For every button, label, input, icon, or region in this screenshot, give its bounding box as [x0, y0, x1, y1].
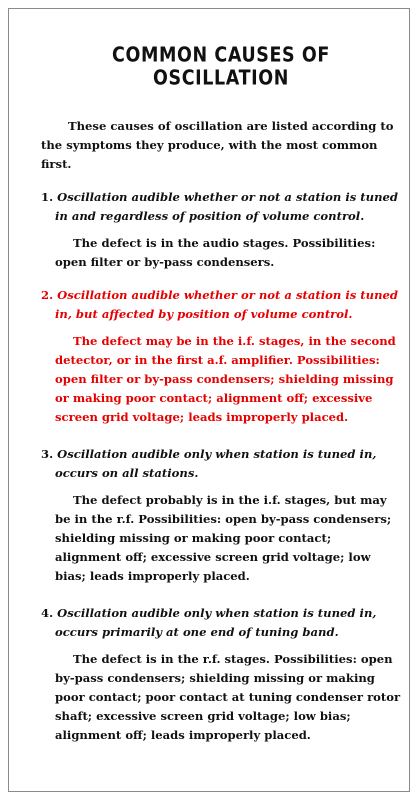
cause-item-4 — [41, 604, 401, 745]
cause-item-2 — [41, 286, 401, 427]
page-title: COMMON CAUSES OF OSCILLATION — [112, 44, 330, 90]
description-3: The defect probably is in the i.f. stages, but may be in the r.f. Possibilities: open by-pass condensers; shielding missing or making poor contact; alignment off; excessive screen grid voltage; low bias; leads improperly placed. — [55, 493, 392, 583]
symptom-text-1: Oscillation audible whether or not a station is tuned in and regardless of position of volume control. — [55, 190, 398, 223]
description-1: The defect is in the audio stages. Possibilities: open filter or by-pass condensers. — [55, 236, 376, 269]
symptom-4 — [41, 604, 401, 642]
cause-item-1 — [41, 188, 401, 272]
document-content — [41, 44, 401, 759]
symptom-1 — [41, 188, 401, 226]
description-4: The defect is in the r.f. stages. Possibilities: open by-pass condensers; shielding missing or making poor contact; poor contact at tuning condenser rotor shaft; excessive screen grid voltage; low bias; alignment off; leads improperly placed. — [55, 652, 401, 742]
item-number-3: 3. — [41, 447, 54, 461]
symptom-2 — [41, 286, 401, 324]
intro-paragraph: These causes of oscillation are listed according to the symptoms they produce, with the most common first. — [41, 119, 394, 171]
symptom-3 — [41, 445, 401, 483]
item-number-1: 1. — [41, 190, 54, 204]
symptom-text-3: Oscillation audible only when station is tuned in, occurs on all stations. — [55, 447, 377, 480]
document-page — [8, 8, 410, 792]
symptom-text-2: Oscillation audible whether or not a station is tuned in, but affected by position of volume control. — [55, 288, 398, 321]
description-2: The defect may be in the i.f. stages, in the second detector, or in the first a.f. amplifier. Possibilities: open filter or by-pass condensers; shielding missing or making poor contact; alignment off; excessive screen grid voltage; leads improperly placed. — [55, 334, 396, 424]
cause-item-3 — [41, 445, 401, 586]
item-number-2: 2. — [41, 288, 54, 302]
symptom-text-4: Oscillation audible only when station is tuned in, occurs primarily at one end of tuning band. — [55, 606, 377, 639]
item-number-4: 4. — [41, 606, 54, 620]
